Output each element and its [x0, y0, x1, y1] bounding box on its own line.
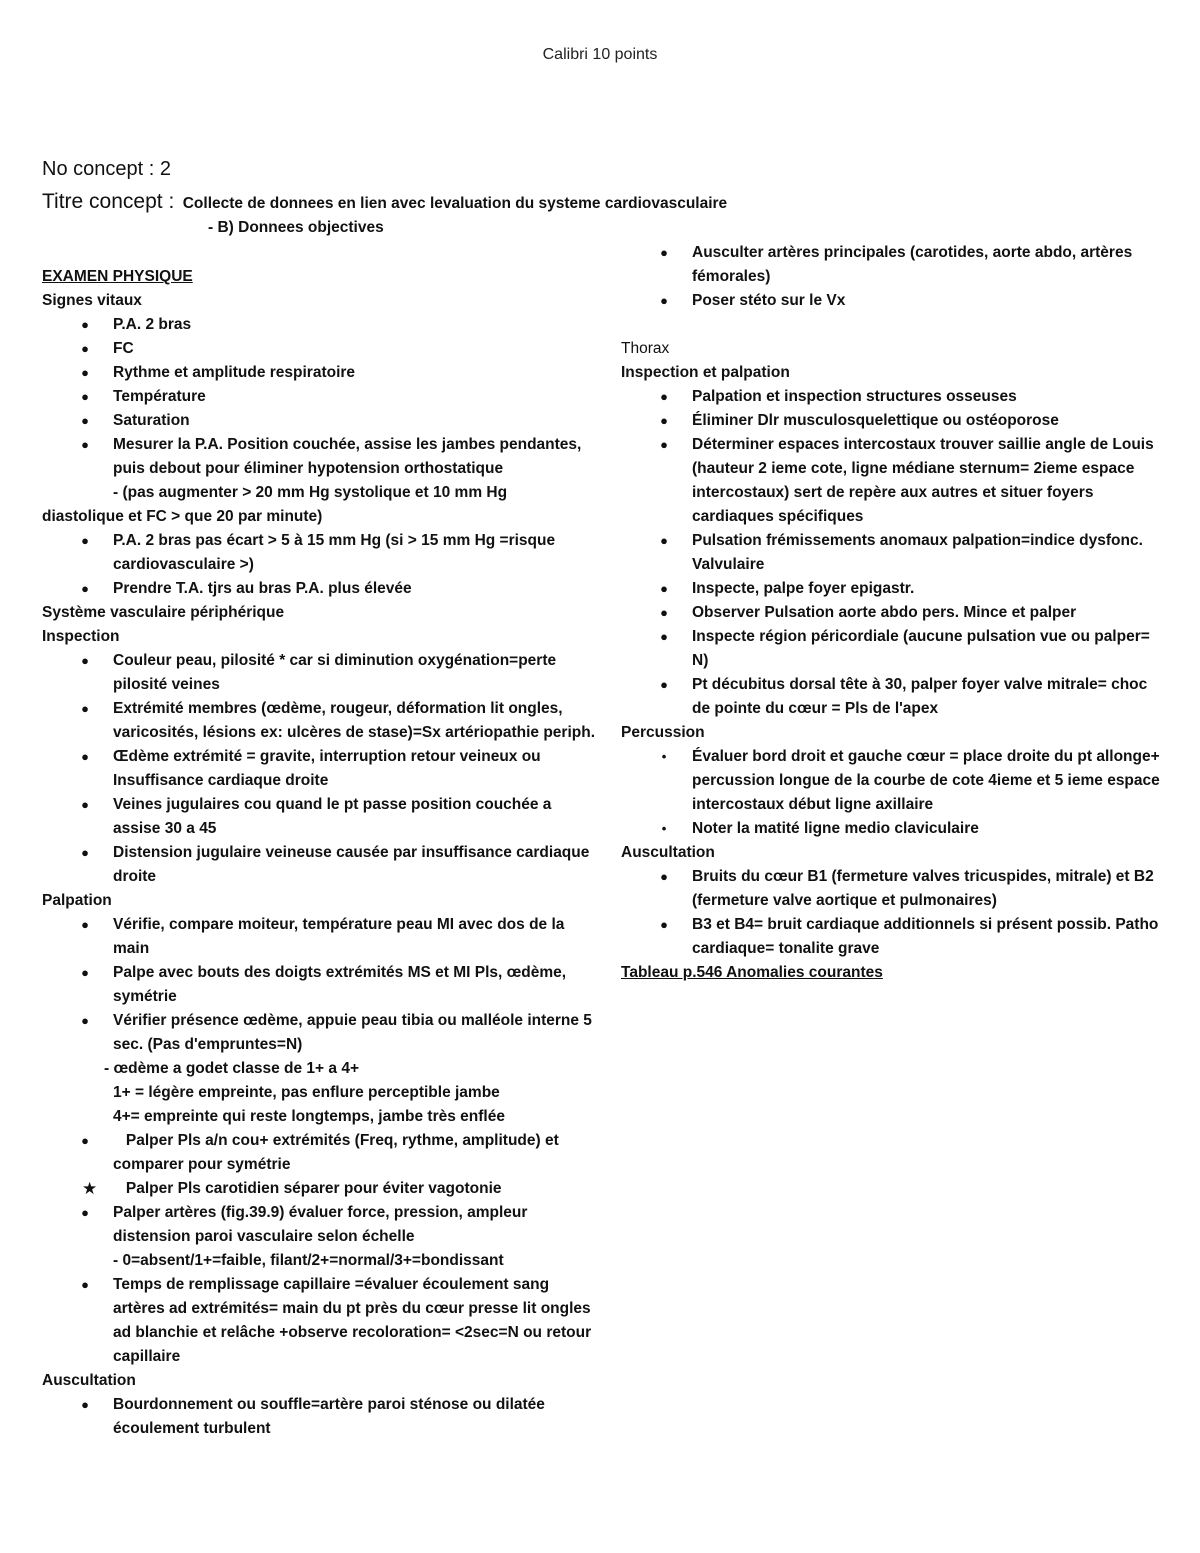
list-item: ● Palper Pls a/n cou+ extrémités (Freq, rythme, amplitude) et comparer pour symétrie — [42, 1129, 602, 1177]
bullet-icon: ● — [660, 581, 668, 596]
palpation-list — [42, 913, 602, 1057]
oedema-line: 1+ = légère empreinte, pas enflure perceptible jambe — [113, 1084, 500, 1101]
vitals-sub-line: - (pas augmenter > 20 mm Hg systolique et 10 mm Hg — [113, 484, 508, 501]
bullet-icon: ● — [81, 749, 89, 764]
list-item: ● Palpation et inspection structures osseuses — [621, 385, 1166, 409]
bullet-icon: ● — [81, 965, 89, 980]
list-item: ● Observer Pulsation aorte abdo pers. Mince et palper — [621, 601, 1166, 625]
list-item: ● Inspecte région péricordiale (aucune pulsation vue ou palper= N) — [621, 625, 1166, 673]
list-item: ● Vérifier présence œdème, appuie peau tibia ou malléole interne 5 sec. (Pas d'empruntes=N) — [42, 1009, 602, 1057]
palpation-heading: Palpation — [42, 892, 112, 909]
list-item: ● Bourdonnement ou souffle=artère paroi sténose ou dilatée écoulement turbulent — [42, 1393, 602, 1441]
list-item: ● P.A. 2 bras pas écart > 5 à 15 mm Hg (si > 15 mm Hg =risque cardiovasculaire >) — [42, 529, 602, 577]
bullet-icon: ● — [81, 317, 89, 332]
table-reference: Tableau p.546 Anomalies courantes — [621, 964, 883, 981]
list-item: ● Œdème extrémité = gravite, interruption retour veineux ou Insuffisance cardiaque droite — [42, 745, 602, 793]
auscultation-heading: Auscultation — [42, 1372, 136, 1389]
spacer — [621, 313, 1166, 337]
bullet-icon: • — [661, 749, 667, 764]
list-item: ● Couleur peau, pilosité * car si diminution oxygénation=perte pilosité veines — [42, 649, 602, 697]
concept-title-row — [42, 190, 727, 214]
right-column — [621, 241, 1166, 985]
bullet-icon: ● — [660, 293, 668, 308]
concept-title-label: Titre concept : — [42, 190, 175, 213]
list-item: ● Palper artères (fig.39.9) évaluer force, pression, ampleur distension paroi vasculaire selon échelle — [42, 1201, 602, 1249]
left-column — [42, 265, 602, 1441]
bullet-icon: ● — [660, 389, 668, 404]
list-item: ★ Palper Pls carotidien séparer pour éviter vagotonie — [42, 1177, 602, 1201]
bullet-icon: ● — [81, 1013, 89, 1028]
bullet-icon: ● — [660, 533, 668, 548]
bullet-icon: ● — [81, 1277, 89, 1292]
header-note: Calibri 10 points — [542, 46, 658, 63]
list-item: ● Vérifie, compare moiteur, température peau MI avec dos de la main — [42, 913, 602, 961]
vitals-list — [42, 313, 602, 481]
bullet-icon: ● — [81, 437, 89, 452]
list-item: ● Déterminer espaces intercostaux trouver saillie angle de Louis (hauteur 2 ieme cote, ligne médiane sternum= 2ieme espace intercostaux) sert de repère aux autres et situer foyers cardiaques spécifiques — [621, 433, 1166, 529]
inspection-heading: Inspection — [42, 628, 120, 645]
inspection-list — [42, 649, 602, 889]
palpation-list-3 — [42, 1273, 602, 1369]
bullet-icon: ● — [81, 797, 89, 812]
scale-line: - 0=absent/1+=faible, filant/2+=normal/3+=bondissant — [113, 1252, 504, 1269]
bullet-icon: ● — [81, 1133, 89, 1148]
bullet-icon: ● — [81, 533, 89, 548]
concept-subtitle: - B) Donnees objectives — [208, 219, 384, 236]
oedema-line: - œdème a godet classe de 1+ a 4+ — [104, 1060, 360, 1077]
list-item: ● Bruits du cœur B1 (fermeture valves tricuspides, mitrale) et B2 (fermeture valve aortique et pulmonaires) — [621, 865, 1166, 913]
bullet-icon: ● — [81, 653, 89, 668]
bullet-icon: ● — [81, 845, 89, 860]
list-item: ● Distension jugulaire veineuse causée par insuffisance cardiaque droite — [42, 841, 602, 889]
list-item: ● Veines jugulaires cou quand le pt passe position couchée a assise 30 a 45 — [42, 793, 602, 841]
bullet-icon: ● — [81, 1397, 89, 1412]
exam-heading: EXAMEN PHYSIQUE — [42, 268, 193, 285]
percussion-heading: Percussion — [621, 724, 705, 741]
vitals-sub-line-cont: diastolique et FC > que 20 par minute) — [42, 508, 323, 525]
list-item: ● Saturation — [42, 409, 602, 433]
oedema-line: 4+= empreinte qui reste longtemps, jambe très enflée — [113, 1108, 505, 1125]
list-item: ● B3 et B4= bruit cardiaque additionnels si présent possib. Patho cardiaque= tonalite grave — [621, 913, 1166, 961]
list-item: ● Éliminer Dlr musculosquelettique ou ostéoporose — [621, 409, 1166, 433]
insp-palp-list — [621, 385, 1166, 721]
vitals-list-2 — [42, 529, 602, 601]
list-item: ● FC — [42, 337, 602, 361]
vitals-heading: Signes vitaux — [42, 292, 142, 309]
list-item: ● Ausculter artères principales (carotides, aorte abdo, artères fémorales) — [621, 241, 1166, 289]
bullet-icon: ● — [81, 389, 89, 404]
auscultation-list — [42, 1393, 602, 1441]
bullet-icon: ● — [660, 413, 668, 428]
percussion-list — [621, 745, 1166, 841]
bullet-icon: • — [661, 821, 667, 836]
list-item: ● Prendre T.A. tjrs au bras P.A. plus élevée — [42, 577, 602, 601]
concept-title: Collecte de donnees en lien avec levaluation du systeme cardiovasculaire — [182, 195, 728, 212]
thorax-heading: Thorax — [621, 340, 670, 357]
list-item: ● Pulsation frémissements anomaux palpation=indice dysfonc. Valvulaire — [621, 529, 1166, 577]
list-item: • Évaluer bord droit et gauche cœur = place droite du pt allonge+ percussion longue de la courbe de cote 4ieme et 5 ieme espace intercostaux début ligne axillaire — [621, 745, 1166, 817]
bullet-icon: ● — [660, 869, 668, 884]
list-item: ● P.A. 2 bras — [42, 313, 602, 337]
list-item: ● Mesurer la P.A. Position couchée, assise les jambes pendantes, puis debout pour éliminer hypotension orthostatique — [42, 433, 602, 481]
bullet-icon: ● — [660, 245, 668, 260]
list-item: ● Poser stéto sur le Vx — [621, 289, 1166, 313]
star-icon: ★ — [82, 1179, 98, 1198]
list-item: ● Temps de remplissage capillaire =évaluer écoulement sang artères ad extrémités= main du pt près du cœur presse lit ongles ad blanchie et relâche +observe recoloration= <2sec=N ou retour capillaire — [42, 1273, 602, 1369]
right-top-list — [621, 241, 1166, 313]
bullet-icon: ● — [81, 581, 89, 596]
auscultation-list-right — [621, 865, 1166, 961]
bullet-icon: ● — [660, 437, 668, 452]
peripheral-heading: Système vasculaire périphérique — [42, 604, 285, 621]
bullet-icon: ● — [81, 413, 89, 428]
list-item: • Noter la matité ligne medio claviculaire — [621, 817, 1166, 841]
bullet-icon: ● — [660, 677, 668, 692]
list-item: ● Inspecte, palpe foyer epigastr. — [621, 577, 1166, 601]
list-item: ● Palpe avec bouts des doigts extrémités MS et MI Pls, œdème, symétrie — [42, 961, 602, 1009]
bullet-icon: ● — [81, 341, 89, 356]
auscultation-heading-right: Auscultation — [621, 844, 715, 861]
bullet-icon: ● — [660, 605, 668, 620]
list-item: ● Rythme et amplitude respiratoire — [42, 361, 602, 385]
bullet-icon: ● — [81, 365, 89, 380]
palpation-list-2 — [42, 1129, 602, 1249]
bullet-icon: ● — [81, 917, 89, 932]
list-item: ● Extrémité membres (œdème, rougeur, déformation lit ongles, varicosités, lésions ex: ulcères de stase)=Sx artériopathie periph. — [42, 697, 602, 745]
list-item: ● Pt décubitus dorsal tête à 30, palper foyer valve mitrale= choc de pointe du cœur = Pls de l'apex — [621, 673, 1166, 721]
concept-number: No concept : 2 — [42, 158, 171, 180]
list-item: ● Température — [42, 385, 602, 409]
insp-palp-heading: Inspection et palpation — [621, 364, 790, 381]
bullet-icon: ● — [81, 1205, 89, 1220]
bullet-icon: ● — [81, 701, 89, 716]
bullet-icon: ● — [660, 629, 668, 644]
bullet-icon: ● — [660, 917, 668, 932]
